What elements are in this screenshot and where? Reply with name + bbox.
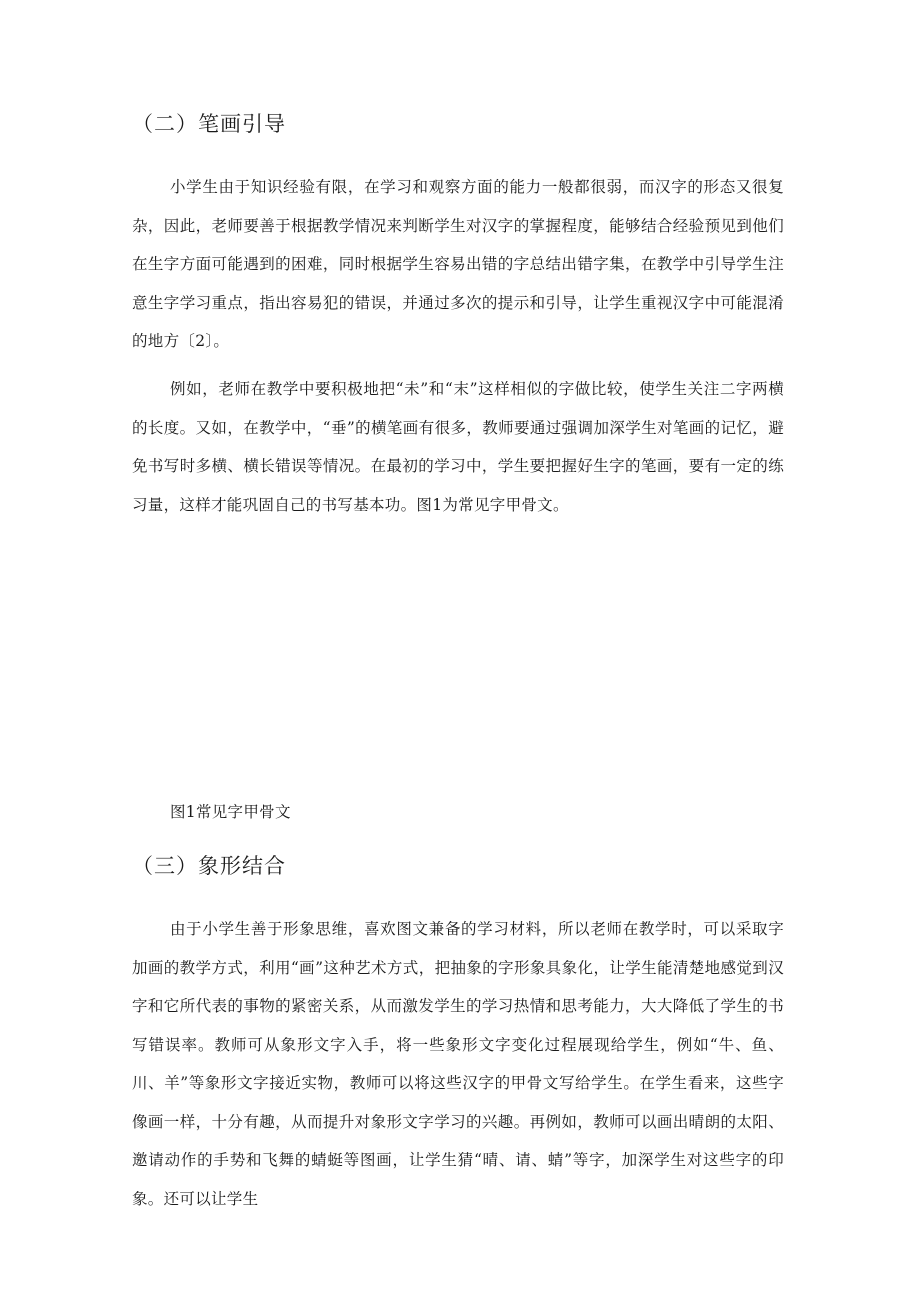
figure-caption: 图1常见字甲骨文 <box>170 803 291 821</box>
paragraph-stroke-guidance-2: 例如，老师在教学中要积极地把“未”和“末”这样相似的字做比较，使学生关注二字两横的长度。又如，在教学中，“垂”的横笔画有很多，教师要通过强调加深学生对笔画的记忆，避免书写时多横、横长错误等情况。在最初的学习中，学生要把握好生字的笔画，要有一定的练习量，这样才能巩固自己的书写基本功。图1为常见字甲骨文。 <box>132 380 784 514</box>
section-heading-stroke-guidance: （二）笔画引导 <box>132 112 286 136</box>
section-heading-pictographic: （三）象形结合 <box>132 854 286 878</box>
paragraph-pictographic-1: 由于小学生善于形象思维，喜欢图文兼备的学习材料，所以老师在教学时，可以采取字加画的教学方式，利用“画”这种艺术方式，把抽象的字形象具象化，让学生能清楚地感觉到汉字和它所代表的事物的紧密关系，从而激发学生的学习热情和思考能力，大大降低了学生的书写错误率。教师可从象形文字入手，将一些象形文字变化过程展现给学生，例如“牛、鱼、川、羊”等象形文字接近实物，教师可以将这些汉字的甲骨文写给学生。在学生看来，这些字像画一样，十分有趣，从而提升对象形文字学习的兴趣。再例如，教师可以画出晴朗的太阳、邀请动作的手势和飞舞的蜻蜓等图画，让学生猜“晴、请、蜻”等字，加深学生对这些字的印象。还可以让学生 <box>132 920 784 1208</box>
figure-oracle-bone-placeholder <box>132 540 784 780</box>
paragraph-stroke-guidance-1: 小学生由于知识经验有限，在学习和观察方面的能力一般都很弱，而汉字的形态又很复杂，因此，老师要善于根据教学情况来判断学生对汉字的掌握程度，能够结合经验预见到他们在生字方面可能遇到的困难，同时根据学生容易出错的字总结出错字集，在教学中引导学生注意生字学习重点，指出容易犯的错误，并通过多次的提示和引导，让学生重视汉字中可能混淆的地方〔2〕。 <box>132 178 784 350</box>
